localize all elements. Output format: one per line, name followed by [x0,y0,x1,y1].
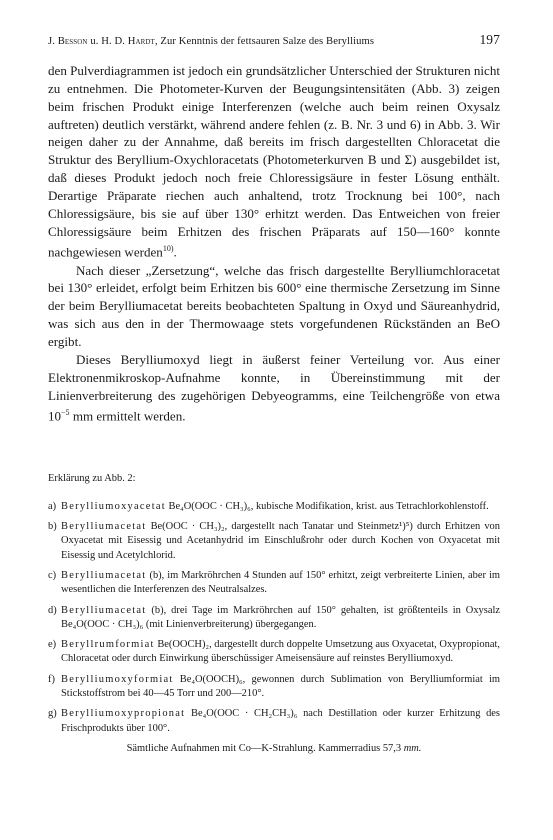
paragraph-3: Dieses Berylliumoxyd liegt in äußerst feiner Verteilung vor. Aus einer Elektronenmikroskop-Aufnahme konnte, in Übereinstimmung mit der Linienverbreiterung des zugehörigen Debyeogramms, eine Teilchengröße von etwa $10^{-5}$ mm ermittelt werden. [48,351,500,424]
legend-item: f) Berylliumoxyformiat Be₄O(OOCH)₆, gewonnen durch Sublimation von Berylliumformiat im Stickstoffstrom bei 40—45 Torr und 200—210°. [48,673,500,699]
footnote-ref: 10) [162,244,174,254]
legend-footer: Sämtliche Aufnahmen mit Co—K-Strahlung. Kammerradius 57,3 mm. [126,742,422,754]
paragraph-2: Nach dieser „Zersetzung“, welche das frisch dargestellte Berylliumchloracetat bei 130° erleidet, erfolgt beim Erhitzen bis 600° eine thermische Zersetzung im Sinne der beim Berylliumacetat bereits beobachteten Spaltung in Oxyd und Säureanhydrid, was sich aus den in der Thermowaage stets vorgefundenen Rückständen an BeO ergibt. [48,262,500,349]
paragraph-1: den Pulverdiagrammen ist jedoch ein grundsätzlicher Unterschied der Strukturen nicht zu entnehmen. Die Photometer-Kurven der Beugungsintensitäten (Abb. 3) zeigen beim frischen Produkt einige Interferenzen (welche auch beim reinen Oxysalz auftreten) deutlich verstärkt, während andere fehlen (z. B. Nr. 3 und 6) in Abb. 3. Wir neigen daher zu der Annahme, daß bereits im frisch dargestellten Chloracetat die Struktur des Beryllium-Oxychloracetats (Photometerkurven B und Σ) ausgebildet ist, daß dieses Produkt jedoch noch freie Chloressigsäure in fester Lösung enthält. Derartige Präparate riechen auch anhaltend, trotz Trocknung bei 100°, nach Chloressigsäure, bis sie auf über 130° erhitzt werden. Das Entweichen von freier Chloressigsäure beim Erhitzen des frischen Präparats auf 150—160° konnte nachgewiesen werden$^{10)}$. [48,63,500,260]
page [48,32,500,767]
legend-item: b) Berylliumacetat Be(OOC · CH₃)₂, dargestellt nach Tanatar und Steinmetz¹)⁵) durch Erhitzen von Oxyacetat mit Eisessig und Acetanhydrid im Einschlußrohr oder durch Kochen von Oxyacetat mit Eisessig und Acetylchlorid. [48,521,500,561]
legend-item: d) Berylliumacetat (b), drei Tage im Markröhrchen auf 150° gehalten, ist größtenteils in Oxysalz Be₄O(OOC · CH₃)₆ (mit Linienverbreiterung) übergegangen. [48,604,500,630]
legend-item: g) Berylliumoxypropionat Be₄O(OOC · CH₂CH₃)₆ nach Destillation oder kurzer Erhitzung des Frischprodukts über 100°. [48,708,500,734]
legend-item: c) Berylliumacetat (b), im Markröhrchen 4 Stunden auf 150° erhitzt, zeigt verbreiterte Linien, aber im wesentlichen die Interferenzen des Neutralsalzes. [48,569,500,596]
page-number: 197 [479,32,500,47]
figure-legend [48,472,500,757]
running-header [48,32,500,52]
header-citation: J. Besson u. H. D. Hardt, Zur Kenntnis der fettsauren Salze des Berylliums [48,36,375,47]
legend-item: e) Beryllrumformiat Be(OOCH)₂, dargestellt durch doppelte Umsetzung aus Oxyacetat, Oxypropionat, Chloracetat oder durch Einwirkung überschüssiger Ameisensäure auf reinstes Berylliumoxyd. [48,639,500,665]
body-text [48,62,500,426]
legend-item: a) Berylliumoxyacetat Be₄O(OOC · CH₃)₆, kubische Modifikation, krist. aus Tetrachlorkohlenstoff. [48,500,489,512]
legend-list [48,500,500,736]
legend-title: Erklärung zu Abb. 2: [48,472,136,484]
